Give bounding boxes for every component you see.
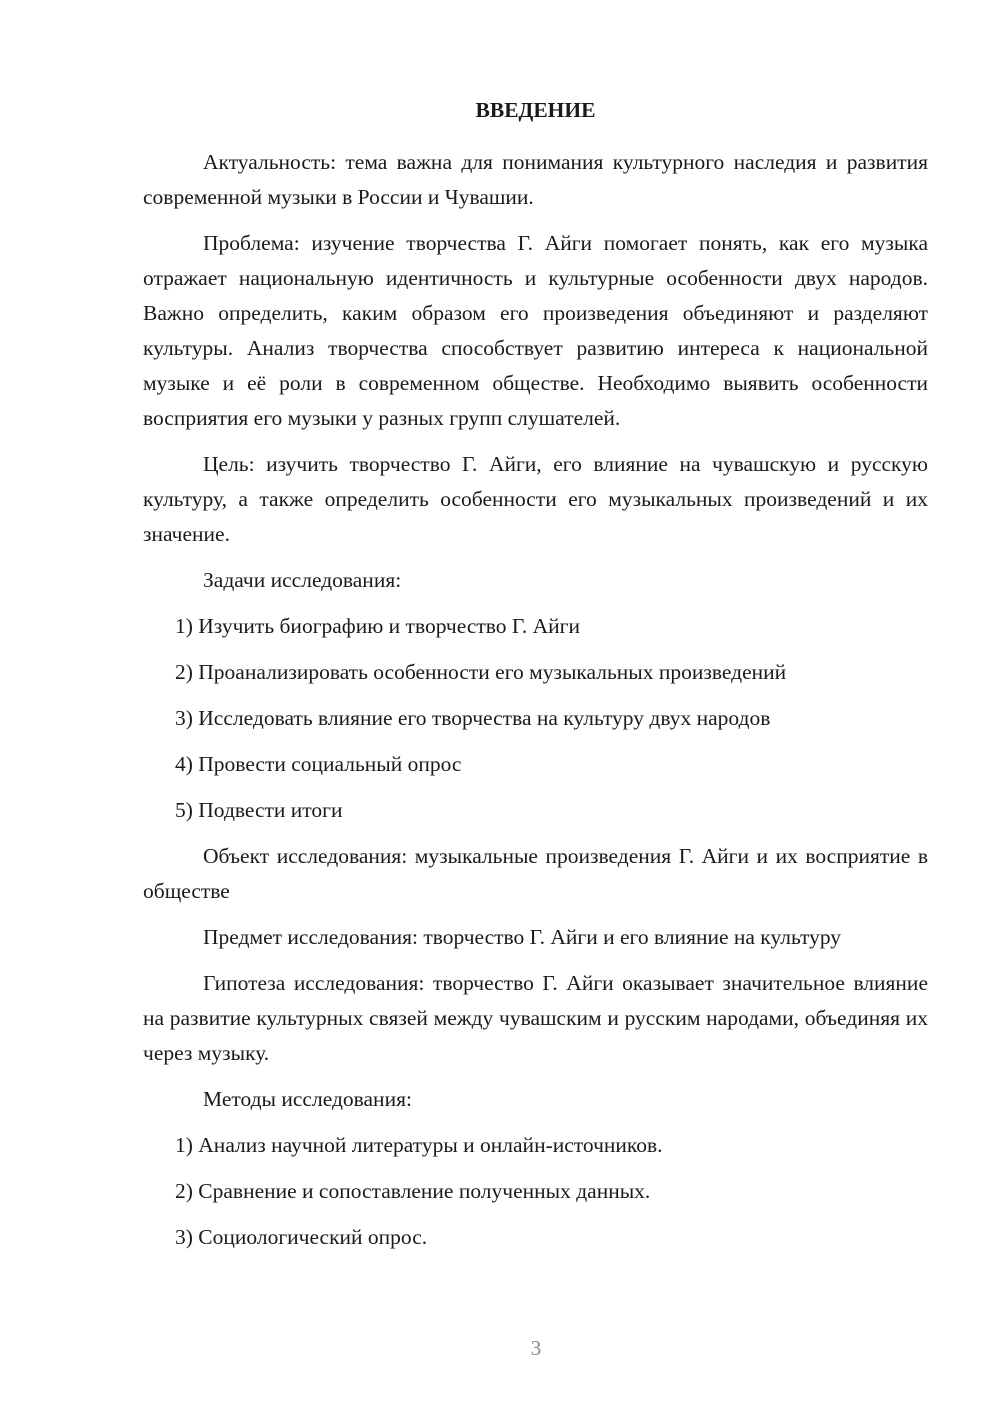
task-item: 2) Проанализировать особенности его музыкальных произведений bbox=[175, 660, 787, 684]
methods-list bbox=[143, 1128, 928, 1255]
method-item: 2) Сравнение и сопоставление полученных данных. bbox=[175, 1179, 651, 1203]
task-item: 1) Изучить биографию и творчество Г. Айги bbox=[175, 614, 580, 638]
problem-paragraph: Проблема: изучение творчества Г. Айги помогает понять, как его музыка отражает национальную идентичность и культурные особенности двух народов. Важно определить, каким образом его произведения объединяют и разделяют культуры. Анализ творчества способствует развитию интереса к национальной музыке и её роли в современном обществе. Необходимо выявить особенности восприятия его музыки у разных групп слушателей. bbox=[143, 231, 928, 430]
task-item: 4) Провести социальный опрос bbox=[175, 752, 462, 776]
tasks-list bbox=[143, 609, 928, 828]
relevance-paragraph: Актуальность: тема важна для понимания культурного наследия и развития современной музыки в России и Чувашии. bbox=[143, 150, 928, 209]
page-number: 3 bbox=[530, 1336, 542, 1360]
methods-label: Методы исследования: bbox=[203, 1087, 412, 1111]
page-content bbox=[143, 93, 928, 1266]
tasks-label: Задачи исследования: bbox=[203, 568, 402, 592]
subject-paragraph: Предмет исследования: творчество Г. Айги и его влияние на культуру bbox=[203, 925, 842, 949]
hypothesis-paragraph: Гипотеза исследования: творчество Г. Айги оказывает значительное влияние на развитие культурных связей между чувашским и русским народами, объединяя их через музыку. bbox=[143, 971, 928, 1065]
goal-paragraph: Цель: изучить творчество Г. Айги, его влияние на чувашскую и русскую культуру, а также определить особенности его музыкальных произведений и их значение. bbox=[143, 452, 928, 546]
object-paragraph: Объект исследования: музыкальные произведения Г. Айги и их восприятие в обществе bbox=[143, 844, 928, 903]
section-title: ВВЕДЕНИЕ bbox=[475, 98, 596, 122]
method-item: 3) Социологический опрос. bbox=[175, 1225, 428, 1249]
task-item: 5) Подвести итоги bbox=[175, 798, 343, 822]
task-item: 3) Исследовать влияние его творчества на культуру двух народов bbox=[175, 706, 771, 730]
method-item: 1) Анализ научной литературы и онлайн-источников. bbox=[175, 1133, 663, 1157]
